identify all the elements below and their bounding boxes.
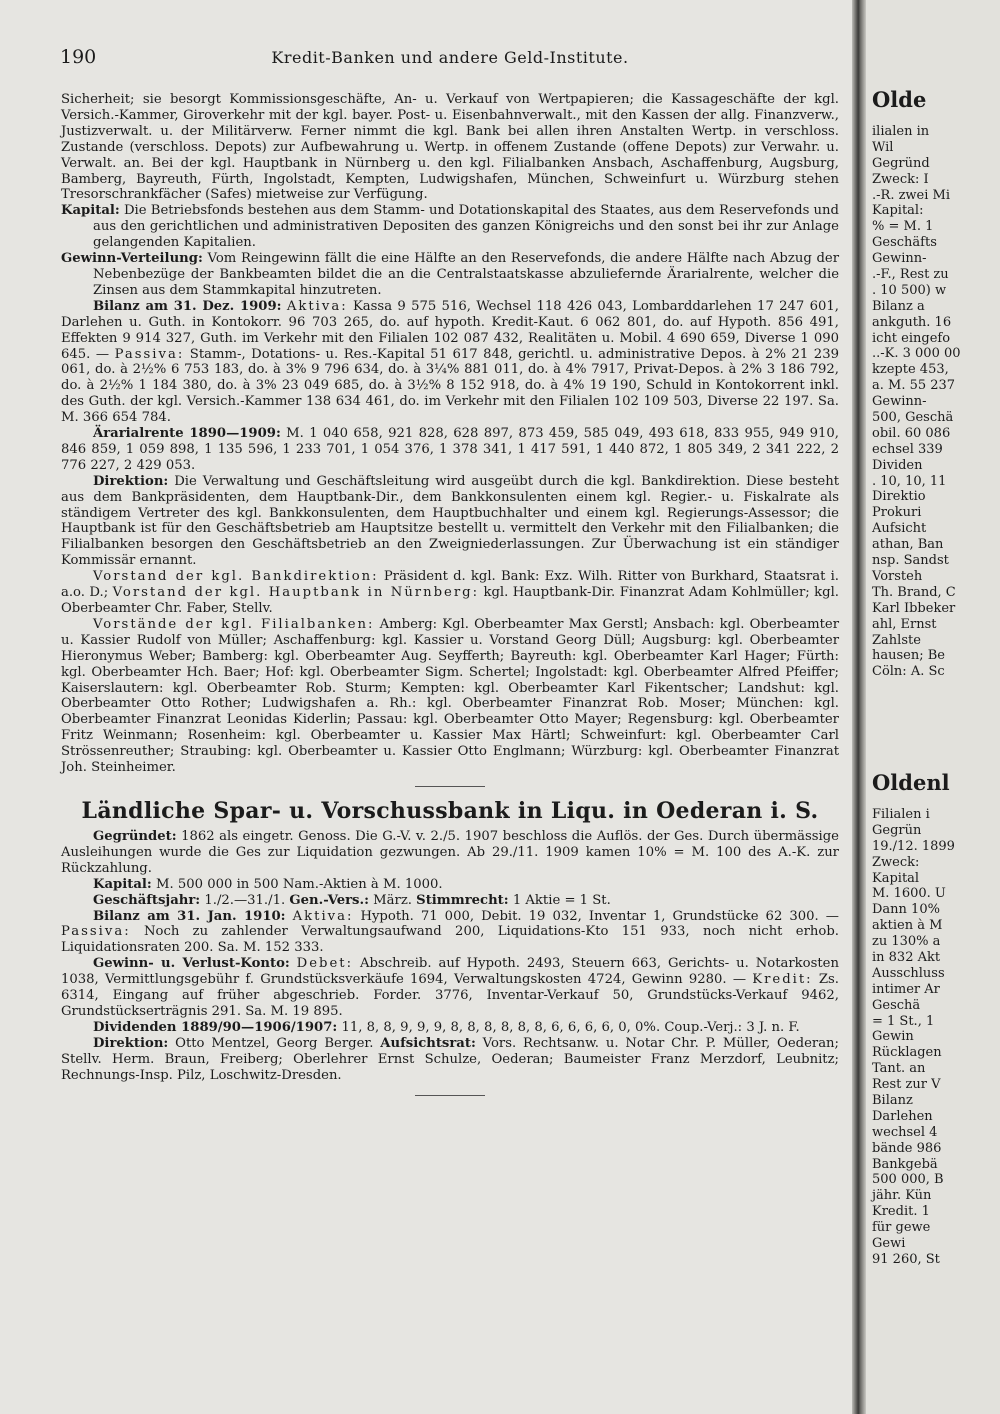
- facing-line: Direktio: [872, 489, 926, 505]
- facing-line: jähr. Kün: [872, 1188, 932, 1204]
- bilanz2-aktiva-text: Hypoth. 71 000, Debit. 19 032, Inventar 1, Grundstücke 62 300. —: [360, 908, 839, 924]
- gegruendet-label: Gegründet:: [93, 828, 177, 844]
- main-text-column: [61, 92, 839, 1096]
- facing-line: Oldenl: [872, 770, 950, 795]
- facing-line: Aufsicht: [872, 521, 927, 537]
- facing-line: 91 260, St: [872, 1251, 940, 1267]
- facing-line: echsel 339: [872, 441, 943, 457]
- facing-line: Gewin: [872, 1029, 914, 1045]
- facing-line: in 832 Akt: [872, 950, 941, 966]
- direktion-paragraph: [61, 474, 839, 569]
- facing-line: Geschäfts: [872, 235, 937, 251]
- gewinn-text: Vom Reingewinn fällt die eine Hälfte an den Reservefonds, die andere Hälfte nach Abzug der Nebenbezüge der Bankbeamten bildet die an die Centralstaatskasse abzuliefernde Ärarialrente, welcher die Zinsen aus dem Stammkapital hinzutreten.: [93, 251, 840, 298]
- direktion2-paragraph: [61, 1036, 839, 1084]
- facing-line: Tant. an: [872, 1061, 926, 1077]
- gewinn-verlust-paragraph: [61, 956, 839, 1020]
- facing-column-top: [872, 87, 1000, 680]
- section-divider: [415, 786, 485, 787]
- genvers-text: März.: [373, 892, 412, 908]
- kredit-text: Zs. 6314, Eingang auf früher abgeschrieb. Forder. 3776, Inventar-Verkauf 50, Grundstücks-Verkauf 9462, Grundstückserträgnis 291. Sa. M. 19 895.: [61, 972, 839, 1019]
- facing-line: Zahlste: [872, 632, 921, 648]
- running-header: [60, 46, 840, 68]
- facing-line: Dividen: [872, 457, 923, 473]
- facing-line: Kapital:: [872, 203, 924, 219]
- filialbanken-label: Vorstände der kgl. Filialbanken:: [93, 616, 375, 632]
- dividenden-paragraph: [61, 1020, 839, 1036]
- facing-line: Filialen i: [872, 807, 930, 822]
- facing-line: Gegründ: [872, 155, 930, 171]
- direktion-label: Direktion:: [93, 473, 169, 489]
- facing-line: für gewe: [872, 1220, 931, 1236]
- running-title: Kredit-Banken und andere Geld-Institute.: [271, 48, 629, 67]
- bilanz-paragraph: [61, 299, 839, 426]
- bilanz2-paragraph: [61, 909, 839, 957]
- direktion-text: Die Verwaltung und Geschäftsleitung wird ausgeübt durch die kgl. Bankdirektion. Diese besteht aus dem Bankpräsidenten, dem Hauptbank-Dir., dem Bankkonsulenten einem kgl. Regier.- u. Fiskalrate als ständigem Vertreter des kgl. Bankkonsulenten, dem Hauptbuchhalter und einem kgl. Regierungs-Assessor; die Hauptbank ist für den Geschäftsbetrieb am Hauptsitze bestellt u. vermittelt den Verkehr mit den Filialbanken; die Filialbanken besorgen den Geschäftsbetrieb an den Zweigniederlassungen. Zur Überwachung ist ein ständiger Kommissär ernannt.: [61, 473, 839, 569]
- page-number: 190: [60, 46, 97, 68]
- geschaeftsjahr-text: 1./2.—31./1.: [204, 892, 286, 908]
- facing-line: Gegrün: [872, 822, 922, 838]
- bilanz2-label: Bilanz am 31. Jan. 1910:: [93, 908, 286, 924]
- facing-line: ..-K. 3 000 00: [872, 346, 961, 362]
- bilanz2-passiva-label: Passiva:: [61, 924, 131, 940]
- facing-line: = 1 St., 1: [872, 1013, 935, 1029]
- bilanz-aktiva-text: Kassa 9 575 516, Wechsel 118 426 043, Lombarddarlehen 17 247 601, Darlehen u. Guth. in Kontokorr. 96 703 265, do. auf hypoth. Kredit-Kaut. 6 062 801, do. auf Hypoth. 856 491, Effekten 9 914 327, Guth. im Verkehr mit den Filialen 102 087 432, Realitäten u. Mobil. 4 690 659, Diverse 1 090 645. —: [61, 298, 839, 362]
- bilanz-passiva-text: Stamm-, Dotations- u. Res.-Kapital 51 617 848, gerichtl. u. administrative Depos. à 2% 21 239 061, do. à 2½% 6 753 183, do. à 3% 9 796 634, do. à 3¼% 881 011, do. à 4% 7917, Privat-Depos. à 2% 3 186 792, do. à 2½% 1 184 380, do. à 3% 23 049 685, do. à 3½% 8 152 918, do. à 4% 19 190, Schuld in Kontokorrent inkl. des Guth. der kgl. Versich.-Kammer 138 634 461, do. im Verkehr mit den Filialen 102 109 503, Diverse 22 197. Sa. M. 366 654 784.: [61, 346, 839, 426]
- facing-line: Dann 10%: [872, 902, 940, 918]
- facing-line: M. 1600. U: [872, 886, 946, 902]
- facing-line: Kredit. 1: [872, 1204, 930, 1220]
- facing-line: Kapital: [872, 870, 920, 886]
- gewinn-verlust-label: Gewinn- u. Verlust-Konto:: [93, 956, 290, 972]
- kapital-paragraph: [61, 203, 839, 251]
- book-gutter: [852, 0, 866, 1414]
- ararialrente-label: Ärarialrente 1890—1909:: [93, 426, 281, 442]
- facing-line: . 10 500) w: [872, 282, 947, 298]
- kredit-label: Kredit:: [752, 972, 813, 988]
- facing-line: Zweck: I: [872, 171, 929, 187]
- facing-line: .-F., Rest zu: [872, 267, 949, 283]
- facing-line: Bilanz: [872, 1093, 913, 1109]
- bilanz-passiva-label: Passiva:: [114, 346, 185, 362]
- facing-line: Bilanz a: [872, 298, 925, 314]
- facing-line: hausen; Be: [872, 648, 945, 664]
- facing-line: Olde: [872, 87, 927, 112]
- direktion2-text: Otto Mentzel, Georg Berger.: [175, 1035, 374, 1051]
- facing-column-bottom: [872, 770, 1000, 1268]
- facing-line: bände 986: [872, 1140, 942, 1156]
- facing-line: obil. 60 086: [872, 425, 951, 441]
- facing-line: 19./12. 1899: [872, 838, 955, 854]
- facing-line: Darlehen: [872, 1108, 933, 1124]
- facing-line: Geschä: [872, 997, 921, 1013]
- facing-line: Th. Brand, C: [872, 584, 956, 600]
- gewinn-paragraph: [61, 251, 839, 299]
- kapital2-text: M. 500 000 in 500 Nam.-Aktien à M. 1000.: [155, 876, 443, 892]
- facing-line: wechsel 4: [872, 1124, 938, 1140]
- intro-paragraph: Sicherheit; sie besorgt Kommissionsgeschäfte, An- u. Verkauf von Wertpapieren; die Kassageschäfte der kgl. Versich.-Kammer, Giroverkehr mit der kgl. bayer. Post- u. Eisenbahnverwalt., mit den Kassen der allg. Finanzverw., Justizverwalt. u. der Militärverw. Ferner nimmt die kgl. Bank bei allen ihren Anstalten Wertp. in verschloss. Zustande (verschloss. Depots) zur Aufbewahrung u. Wertp. in offenem Zustande (offene Depots) zur Verwahr. u. Verwalt. an. Bei der kgl. Hauptbank in Nürnberg u. den kgl. Filialbanken Ansbach, Aschaffenburg, Augsburg, Bamberg, Bayreuth, Fürth, Ingolstadt, Kempten, Ludwigshafen, München, Schweinfurt u. Würzburg stehen Tresorschrankfächer (Safes) mietweise zur Verfügung.: [61, 92, 839, 203]
- direktion2-label: Direktion:: [93, 1035, 169, 1051]
- facing-line: a. M. 55 237: [872, 378, 956, 394]
- facing-line: nsp. Sandst: [872, 553, 949, 569]
- debet-text: Abschreib. auf Hypoth. 2493, Steuern 663, Gerichts- u. Notarkosten 1038, Vermittlungsgebühr f. Grundstücksverkäufe 1694, Verwaltungskosten 4724, Gewinn 9280. —: [61, 956, 839, 988]
- vorstand-paragraph: [61, 569, 839, 617]
- facing-line: Gewinn-: [872, 251, 927, 267]
- facing-line: Wil: [872, 139, 894, 155]
- facing-line: . 10, 10, 11: [872, 473, 947, 489]
- facing-line: ahl, Ernst: [872, 616, 937, 632]
- kapital-label: Kapital:: [61, 203, 120, 219]
- end-divider: [415, 1095, 485, 1096]
- kapital2-paragraph: [61, 877, 839, 893]
- section-heading: Ländliche Spar- u. Vorschussbank in Liqu. in Oederan i. S.: [81, 797, 819, 824]
- gegruendet-text: 1862 als eingetr. Genoss. Die G.-V. v. 2./5. 1907 beschloss die Auflös. der Ges. Durch übermässige Ausleihungen wurde die Ges zur Liquidation gezwungen. Ab 29./11. 1909 kamen 10% = M. 100 des A.-K. zur Rückzahlung.: [61, 828, 839, 876]
- stimmrecht-label: Stimmrecht:: [416, 892, 509, 908]
- facing-line: Gewinn-: [872, 394, 927, 410]
- facing-line: ilialen in: [872, 124, 930, 139]
- facing-line: Vorsteh: [872, 568, 923, 584]
- stimmrecht-text: 1 Aktie = 1 St.: [512, 892, 611, 908]
- facing-line: Bankgebä: [872, 1156, 938, 1172]
- kapital-text: Die Betriebsfonds bestehen aus dem Stamm- und Dotationskapital des Staates, aus dem Reservefonds und aus den gerichtlichen und administrativen Depositen des ganzen Königreichs und den sonst bei ihr zur Anlage gelangenden Kapitalien.: [93, 203, 839, 251]
- facing-line: Karl Ibbeker: [872, 600, 956, 616]
- facing-line: intimer Ar: [872, 981, 940, 997]
- facing-line: % = M. 1: [872, 219, 934, 235]
- facing-line: zu 130% a: [872, 934, 941, 950]
- hauptbank-text: kgl. Hauptbank-Dir. Finanzrat Adam Kohlmüller; kgl. Oberbeamter Chr. Faber, Stellv.: [61, 585, 839, 616]
- filialbanken-paragraph: [61, 617, 839, 776]
- facing-line: icht eingefo: [872, 330, 951, 346]
- ararialrente-text: M. 1 040 658, 921 828, 628 897, 873 459, 585 049, 493 618, 833 955, 949 910, 846 859, 1 059 898, 1 135 596, 1 233 701, 1 054 376, 1 378 341, 1 417 591, 1 440 872, 1 805 349, 2 341 222, 2 776 227, 2 429 053.: [61, 426, 839, 473]
- facing-line: ankguth. 16: [872, 314, 952, 330]
- bilanz-aktiva-label: Aktiva:: [286, 298, 348, 314]
- genvers-label: Gen.-Vers.:: [289, 892, 369, 908]
- facing-line: Gewi: [872, 1236, 906, 1252]
- aufsichtsrat-text: Vors. Rechtsanw. u. Notar Chr. P. Müller, Oederan; Stellv. Herm. Braun, Freiberg; Oberlehrer Ernst Schulze, Oederan; Baumeister Franz Merzdorf, Leubnitz; Rechnungs-Insp. Pilz, Loschwitz-Dresden.: [61, 1035, 839, 1083]
- aufsichtsrat-label: Aufsichtsrat:: [380, 1035, 476, 1051]
- gewinn-label: Gewinn-Verteilung:: [61, 251, 203, 267]
- facing-line: Rest zur V: [872, 1077, 941, 1093]
- vorstand-text: Präsident d. kgl. Bank: Exz. Wilh. Ritter von Burkhard, Staatsrat i. a.o. D.;: [61, 569, 839, 601]
- vorstand-label: Vorstand der kgl. Bankdirektion:: [93, 569, 379, 585]
- bilanz2-aktiva-label: Aktiva:: [292, 908, 354, 924]
- facing-line: Zweck:: [872, 854, 920, 870]
- gegruendet-paragraph: [61, 829, 839, 877]
- facing-line: Prokuri: [872, 505, 922, 521]
- facing-line: Rücklagen: [872, 1045, 942, 1061]
- filialbanken-text: Amberg: Kgl. Oberbeamter Max Gerstl; Ansbach: kgl. Oberbeamter u. Kassier Rudolf von Müller; Aschaffenburg: kgl. Kassier u. Vorstand Georg Düll; Augsburg: kgl. Oberbeamter Hieronymus Weber; Bamberg: kgl. Oberbeamter Aug. Seyfferth; Bayreuth: kgl. Oberbeamter Karl Hager; Fürth: kgl. Oberbeamter Hch. Baer; Hof: kgl. Oberbeamter Sigm. Schertel; Ingolstadt: kgl. Oberbeamter Alfred Pfeiffer; Kaiserslautern: kgl. Oberbeamter Rob. Sturm; Kempten: kgl. Oberbeamter Karl Fikentscher; Landshut: kgl. Oberbeamter Otto Rother; Ludwigshafen a. Rh.: kgl. Oberbeamter Finanzrat Rob. Moser; München: kgl. Oberbeamter Finanzrat Leonidas Kiderlin; Passau: kgl. Oberbeamter Otto Mayer; Regensburg: kgl. Oberbeamter Fritz Weinmann; Rosenheim: kgl. Oberbeamter u. Kassier Max Härtl; Schweinfurt: kgl. Oberbeamter Carl Strössenreuther; Straubing: kgl. Oberbeamter u. Kassier Otto Englmann; Würzburg: kgl. Oberbeamter Finanzrat Joh. Steinheimer.: [61, 616, 839, 776]
- geschaeftsjahr-paragraph: [61, 893, 839, 909]
- facing-line: aktien à M: [872, 918, 943, 934]
- facing-line: .-R. zwei Mi: [872, 187, 951, 203]
- facing-line: 500 000, B: [872, 1172, 944, 1188]
- facing-line: 500, Geschä: [872, 410, 954, 426]
- dividenden-label: Dividenden 1889/90—1906/1907:: [93, 1019, 338, 1035]
- geschaeftsjahr-label: Geschäftsjahr:: [93, 892, 201, 908]
- bilanz-label: Bilanz am 31. Dez. 1909:: [93, 298, 282, 314]
- facing-line: athan, Ban: [872, 537, 944, 553]
- dividenden-text: 11, 8, 8, 9, 9, 9, 8, 8, 8, 8, 8, 8, 6, 6, 6, 6, 0, 0%. Coup.-Verj.: 3 J. n. F.: [341, 1019, 800, 1035]
- kapital2-label: Kapital:: [93, 876, 152, 892]
- facing-line: Ausschluss: [872, 965, 945, 981]
- facing-line: Cöln: A. Sc: [872, 664, 945, 680]
- ararialrente-paragraph: [61, 426, 839, 474]
- debet-label: Debet:: [296, 956, 354, 972]
- hauptbank-label: Vorstand der kgl. Hauptbank in Nürnberg:: [112, 585, 480, 601]
- facing-page-fragment: [866, 0, 1000, 1414]
- bilanz2-passiva-text: Noch zu zahlender Verwaltungsaufwand 200, Liquidations-Kto 151 933, noch nicht erhob. Liquidationsraten 200. Sa. M. 152 333.: [61, 924, 839, 956]
- facing-line: kzepte 453,: [872, 362, 949, 378]
